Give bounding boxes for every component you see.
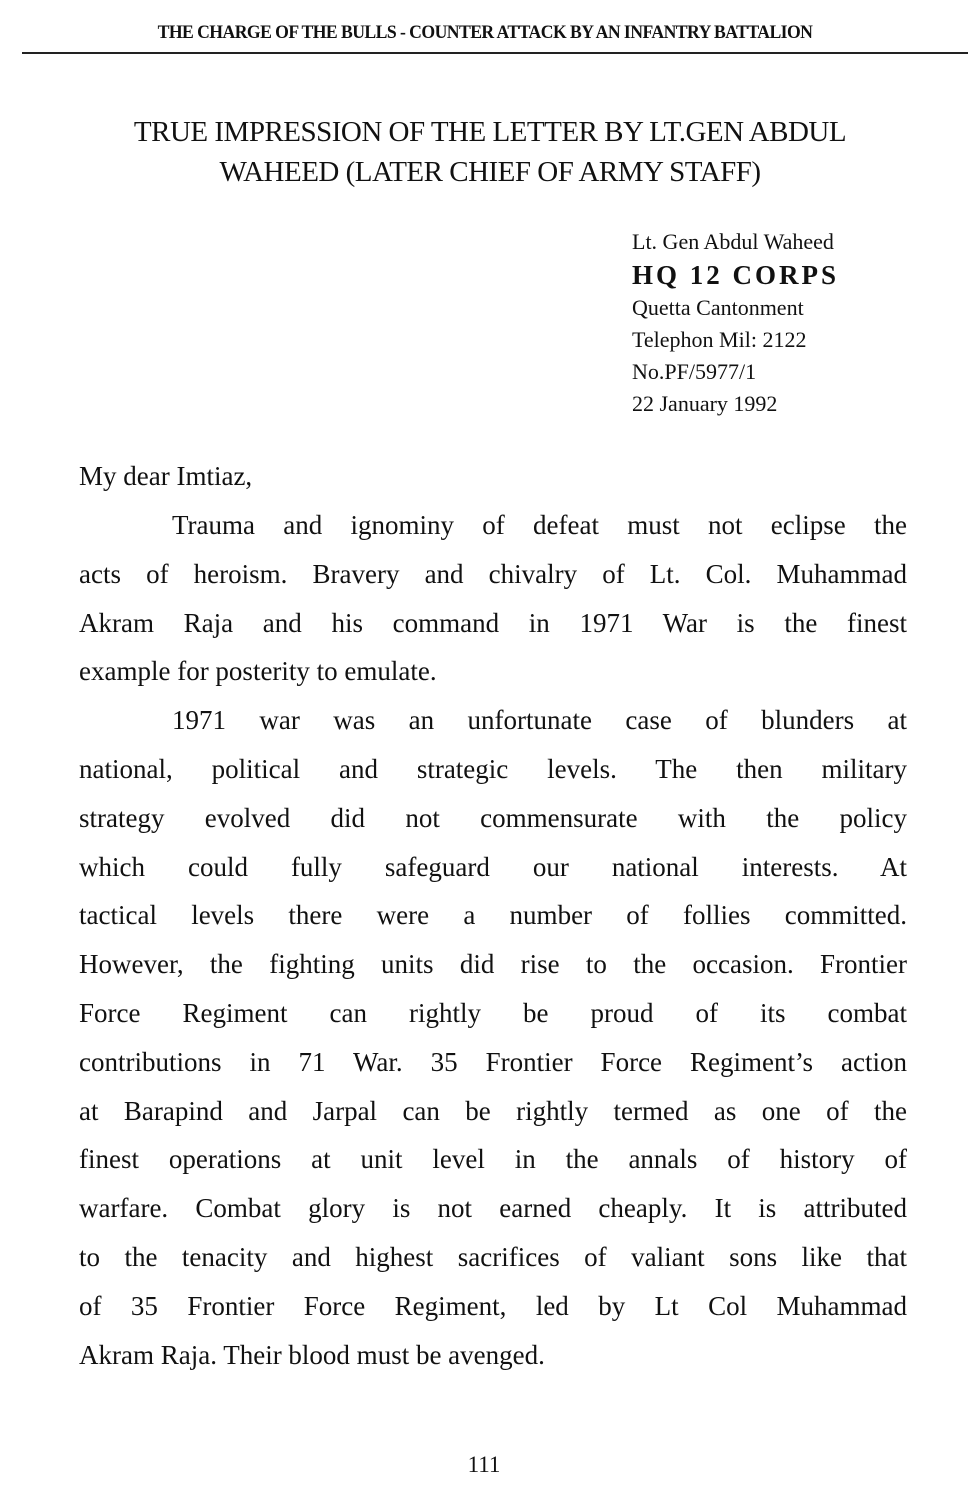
- text-line: However, the fighting units did rise to the occasion. Frontier: [79, 949, 907, 980]
- sender-location: Quetta Cantonment: [632, 295, 804, 320]
- salutation: My dear Imtiaz,: [79, 461, 253, 491]
- text-line: at Barapind and Jarpal can be rightly termed as one of the: [79, 1095, 907, 1126]
- text-line: strategy evolved did not commensurate with the policy: [79, 802, 907, 833]
- sender-name: Lt. Gen Abdul Waheed: [632, 229, 834, 254]
- text-line: warfare. Combat glory is not earned cheaply. It is attributed: [79, 1193, 907, 1224]
- text-line: finest operations at unit level in the annals of history of: [79, 1144, 907, 1175]
- letter-reference: No.PF/5977/1: [632, 359, 757, 384]
- document-title-line-2: WAHEED (LATER CHIEF OF ARMY STAFF): [219, 156, 761, 188]
- text-line: national, political and strategic levels. The then military: [79, 753, 907, 784]
- letter-date: 22 January 1992: [632, 391, 778, 416]
- text-line: acts of heroism. Bravery and chivalry of Lt. Col. Muhammad: [79, 558, 907, 589]
- running-header: THE CHARGE OF THE BULLS - COUNTER ATTACK BY AN INFANTRY BATTALION: [157, 22, 813, 43]
- document-title: [60, 112, 920, 192]
- text-line: Force Regiment can rightly be proud of its combat: [79, 997, 907, 1028]
- text-line: contributions in 71 War. 35 Frontier Force Regiment’s action: [79, 1046, 907, 1077]
- text-line: Akram Raja and his command in 1971 War is the finest: [79, 607, 907, 638]
- text-line: 1971 war was an unfortunate case of blunders at: [172, 705, 907, 736]
- page-number: 111: [467, 1452, 501, 1477]
- letterhead: [632, 226, 952, 420]
- text-line: example for posterity to emulate.: [79, 656, 437, 687]
- text-line: Akram Raja. Their blood must be avenged.: [79, 1339, 545, 1370]
- paragraph-2: [79, 700, 907, 1383]
- sender-telephone: Telephon Mil: 2122: [632, 327, 807, 352]
- letter-body: [79, 505, 907, 1383]
- sender-unit: HQ 12 CORPS: [632, 260, 840, 290]
- text-line: Trauma and ignominy of defeat must not eclipse the: [172, 510, 907, 540]
- text-line: which could fully safeguard our national interests. At: [79, 851, 907, 882]
- text-line: to the tenacity and highest sacrifices of valiant sons like that: [79, 1241, 907, 1272]
- paragraph-1: [79, 505, 907, 700]
- text-line: of 35 Frontier Force Regiment, led by Lt Col Muhammad: [79, 1290, 907, 1321]
- document-title-line-1: TRUE IMPRESSION OF THE LETTER BY LT.GEN ABDUL: [133, 116, 847, 148]
- text-line: tactical levels there were a number of follies committed.: [79, 900, 907, 931]
- header-rule: [22, 52, 968, 54]
